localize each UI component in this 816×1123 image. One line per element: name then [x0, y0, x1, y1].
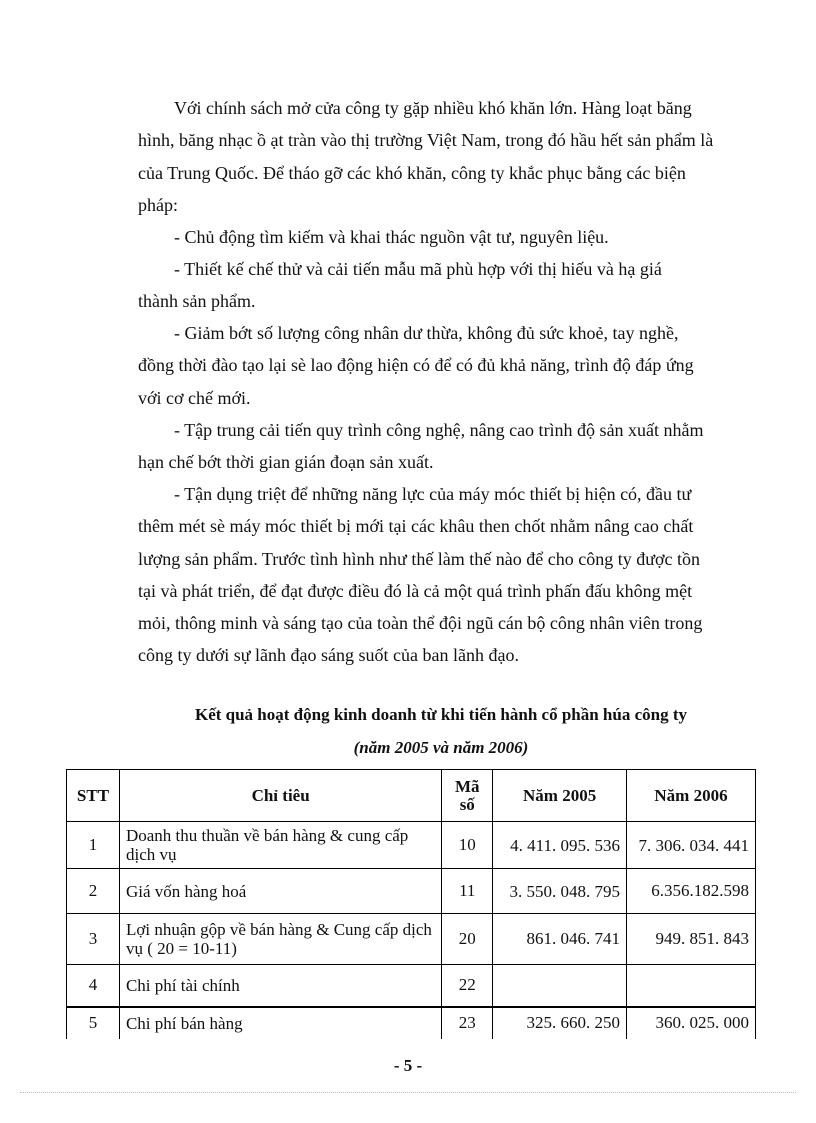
cell-stt: 5	[67, 1007, 120, 1039]
table-row	[67, 965, 756, 1007]
cell-code: 20	[442, 914, 493, 965]
page-divider	[20, 1092, 796, 1093]
paragraph-intro	[138, 92, 738, 221]
cell-code: 10	[442, 822, 493, 869]
text-line: Với chính sách mở cửa công ty gặp nhiều khó khăn lớn. Hàng loạt băng	[174, 98, 692, 118]
text-line: - Giảm bớt số lượng công nhân dư thừa, không đủ sức khoẻ, tay nghề,	[174, 323, 679, 343]
cell-name: Chi phí tài chính	[119, 965, 441, 1007]
text-line: pháp:	[138, 194, 178, 215]
text-line: đồng thời đào tạo lại sè lao động hiện có để có đủ khả năng, trình độ đáp ứng	[138, 355, 694, 376]
text-line: - Thiết kế chế thử và cải tiến mẫu mã phù hợp với thị hiếu và hạ giá	[174, 259, 662, 279]
table-subtitle: (năm 2005 và năm 2006)	[353, 738, 529, 757]
cell-2006: 7. 306. 034. 441	[627, 822, 756, 869]
cell-stt: 2	[67, 869, 120, 914]
table-row	[67, 869, 756, 914]
header-nam-2005: Năm 2005	[493, 770, 627, 822]
table-row	[67, 822, 756, 869]
header-chi-tieu: Chỉ tiêu	[119, 770, 441, 822]
table-header-row	[67, 770, 756, 822]
cell-name: Lợi nhuận gộp về bán hàng & Cung cấp dịch vụ ( 20 = 10-11)	[119, 914, 441, 965]
text-line: lượng sản phẩm. Trước tình hình như thế làm thế nào để cho công ty được tồn	[138, 548, 701, 569]
text-line: thêm mét sè máy móc thiết bị mới tại các khâu then chốt nhằm nâng cao chất	[138, 516, 694, 537]
text-line: - Tận dụng triệt để những năng lực của máy móc thiết bị hiện có, đầu tư	[174, 484, 692, 504]
text-line: tại và phát triển, để đạt được điều đó là cả một quá trình phấn đấu không mệt	[138, 580, 693, 601]
cell-stt: 1	[67, 822, 120, 869]
table-row	[67, 1007, 756, 1039]
text-line: - Chủ động tìm kiếm và khai thác nguồn vật tư, nguyên liệu.	[174, 227, 609, 247]
cell-name: Doanh thu thuần về bán hàng & cung cấp dịch vụ	[119, 822, 441, 869]
cell-2006	[627, 965, 756, 1007]
text-line: thành sản phẩm.	[138, 291, 256, 312]
paragraph-bullet-1	[138, 221, 738, 253]
cell-2005	[493, 965, 627, 1007]
cell-stt: 4	[67, 965, 120, 1007]
cell-name: Chi phí bán hàng	[119, 1007, 441, 1039]
paragraph-bullet-3	[138, 317, 738, 414]
cell-2006: 360. 025. 000	[627, 1007, 756, 1039]
text-line: hạn chế bớt thời gian gián đoạn sản xuất.	[138, 452, 434, 473]
cell-name: Giá vốn hàng hoá	[119, 869, 441, 914]
cell-code: 22	[442, 965, 493, 1007]
cell-2005: 4. 411. 095. 536	[493, 822, 627, 869]
cell-code: 23	[442, 1007, 493, 1039]
text-line: công ty dưới sự lãnh đạo sáng suốt của ban lãnh đạo.	[138, 645, 519, 666]
header-nam-2006: Năm 2006	[627, 770, 756, 822]
cell-2006: 6.356.182.598	[627, 869, 756, 914]
table-row	[67, 914, 756, 965]
cell-2005: 325. 660. 250	[493, 1007, 627, 1039]
header-stt: STT	[67, 770, 120, 822]
table-title: Kết quả hoạt động kinh doanh từ khi tiến hành cổ phần húa công ty	[194, 705, 688, 724]
cell-2005: 3. 550. 048. 795	[493, 869, 627, 914]
cell-code: 11	[442, 869, 493, 914]
text-line: mỏi, thông minh và sáng tạo của toàn thể đội ngũ cán bộ công nhân viên trong	[138, 613, 703, 634]
results-table	[66, 769, 756, 1039]
page-number: - 5 -	[393, 1056, 423, 1075]
text-line: - Tập trung cải tiến quy trình công nghệ, nâng cao trình độ sản xuất nhằm	[174, 420, 704, 440]
text-line: với cơ chế mới.	[138, 387, 251, 408]
cell-stt: 3	[67, 914, 120, 965]
header-ma-so: Mã số	[442, 770, 493, 822]
text-line: của Trung Quốc. Để tháo gỡ các khó khăn, công ty khắc phục bằng các biện	[138, 162, 686, 183]
paragraph-bullet-5	[138, 478, 738, 672]
paragraph-bullet-2	[138, 253, 738, 318]
paragraph-bullet-4	[138, 414, 738, 479]
cell-2005: 861. 046. 741	[493, 914, 627, 965]
text-line: hình, băng nhạc ồ ạt tràn vào thị trường Việt Nam, trong đó hầu hết sản phẩm là	[138, 130, 714, 151]
cell-2006: 949. 851. 843	[627, 914, 756, 965]
